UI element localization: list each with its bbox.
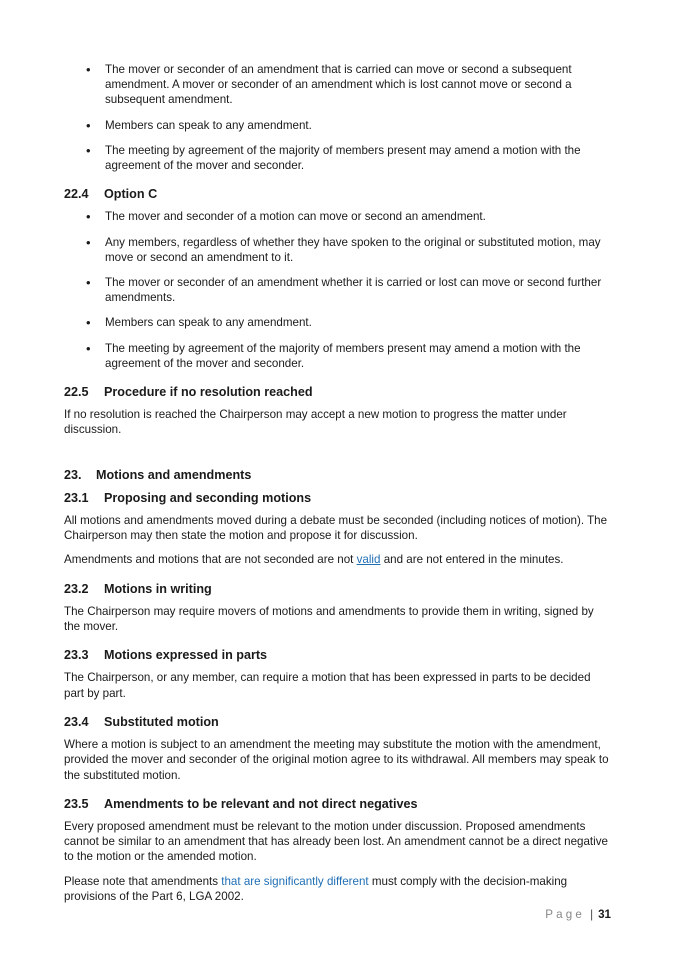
bullet-icon: • bbox=[86, 62, 91, 77]
section-heading-23-4: 23.4 Substituted motion bbox=[64, 714, 219, 729]
section-heading-23: 23. Motions and amendments bbox=[64, 467, 252, 482]
option-c-list bbox=[64, 209, 612, 371]
section-heading-22-5: 22.5 Procedure if no resolution reached bbox=[64, 385, 313, 400]
list-item: • The meeting by agreement of the majority of members present may amend a motion with the agreement of the mover and seconder. bbox=[86, 340, 581, 370]
list-item: • The meeting by agreement of the majority of members present may amend a motion with the agreement of the mover and seconder. bbox=[86, 142, 581, 173]
bullet-icon: • bbox=[86, 209, 91, 225]
section-heading-23-2: 23.2 Motions in writing bbox=[64, 581, 212, 596]
highlighted-text: that are significantly different bbox=[221, 874, 369, 888]
page-footer bbox=[545, 908, 611, 921]
paragraph: If no resolution is reached the Chairperson may accept a new motion to progress the matter under discussion. bbox=[64, 408, 567, 437]
bullet-icon: • bbox=[86, 234, 91, 250]
paragraph: Please note that amendments that are significantly different must comply with the decision-making provisions of the Part 6, LGA 2002. bbox=[64, 874, 568, 903]
top-bullet-list bbox=[64, 62, 612, 173]
list-item: • The mover or seconder of an amendment whether it is carried or lost can move or second further amendments. bbox=[86, 275, 602, 305]
paragraph: Every proposed amendment must be relevant to the motion under discussion. Proposed amendments cannot be similar to an amendment that has already been lost. An amendment cannot be a direct negative to the motion or the amended motion. bbox=[64, 819, 608, 864]
page-content bbox=[64, 62, 612, 913]
section-heading-23-5: 23.5 Amendments to be relevant and not direct negatives bbox=[64, 796, 418, 811]
bullet-icon: • bbox=[86, 340, 91, 356]
footer-separator: | bbox=[590, 908, 594, 921]
section-heading-22-4: 22.4 Option C bbox=[64, 187, 158, 202]
page-number: 31 bbox=[598, 908, 611, 921]
bullet-icon: • bbox=[86, 275, 91, 291]
section-heading-23-3: 23.3 Motions expressed in parts bbox=[64, 648, 268, 663]
list-item: • The mover or seconder of an amendment that is carried can move or second a subsequent amendment. A mover or seconder of an amendment which is lost cannot move or second a subsequent amendment. bbox=[86, 62, 572, 107]
bullet-icon: • bbox=[86, 142, 91, 158]
paragraph: Where a motion is subject to an amendment the meeting may substitute the motion with the amendment, provided the mover and seconder of the original motion agree to its withdrawal. All members may speak to the substituted motion. bbox=[64, 738, 609, 782]
bullet-icon: • bbox=[86, 315, 91, 331]
list-item: • The mover and seconder of a motion can move or second an amendment. bbox=[86, 209, 486, 225]
page-label: Page bbox=[545, 908, 586, 921]
paragraph: Amendments and motions that are not seconded are not valid and are not entered in the minutes. bbox=[64, 553, 564, 567]
paragraph: The Chairperson may require movers of motions and amendments to provide them in writing, signed by the mover. bbox=[64, 604, 594, 634]
valid-link[interactable]: valid bbox=[356, 553, 381, 567]
section-heading-23-1: 23.1 Proposing and seconding motions bbox=[64, 490, 312, 505]
list-item: • Members can speak to any amendment. bbox=[86, 117, 312, 133]
list-item: • Members can speak to any amendment. bbox=[86, 315, 312, 331]
paragraph: The Chairperson, or any member, can require a motion that has been expressed in parts to be decided part by part. bbox=[64, 671, 591, 700]
list-item: • Any members, regardless of whether they have spoken to the original or substituted motion, may move or second an amendment to it. bbox=[86, 234, 601, 264]
bullet-icon: • bbox=[86, 117, 91, 133]
paragraph: All motions and amendments moved during a debate must be seconded (including notices of motion). The Chairperson may then state the motion and propose it for discussion. bbox=[64, 514, 608, 543]
